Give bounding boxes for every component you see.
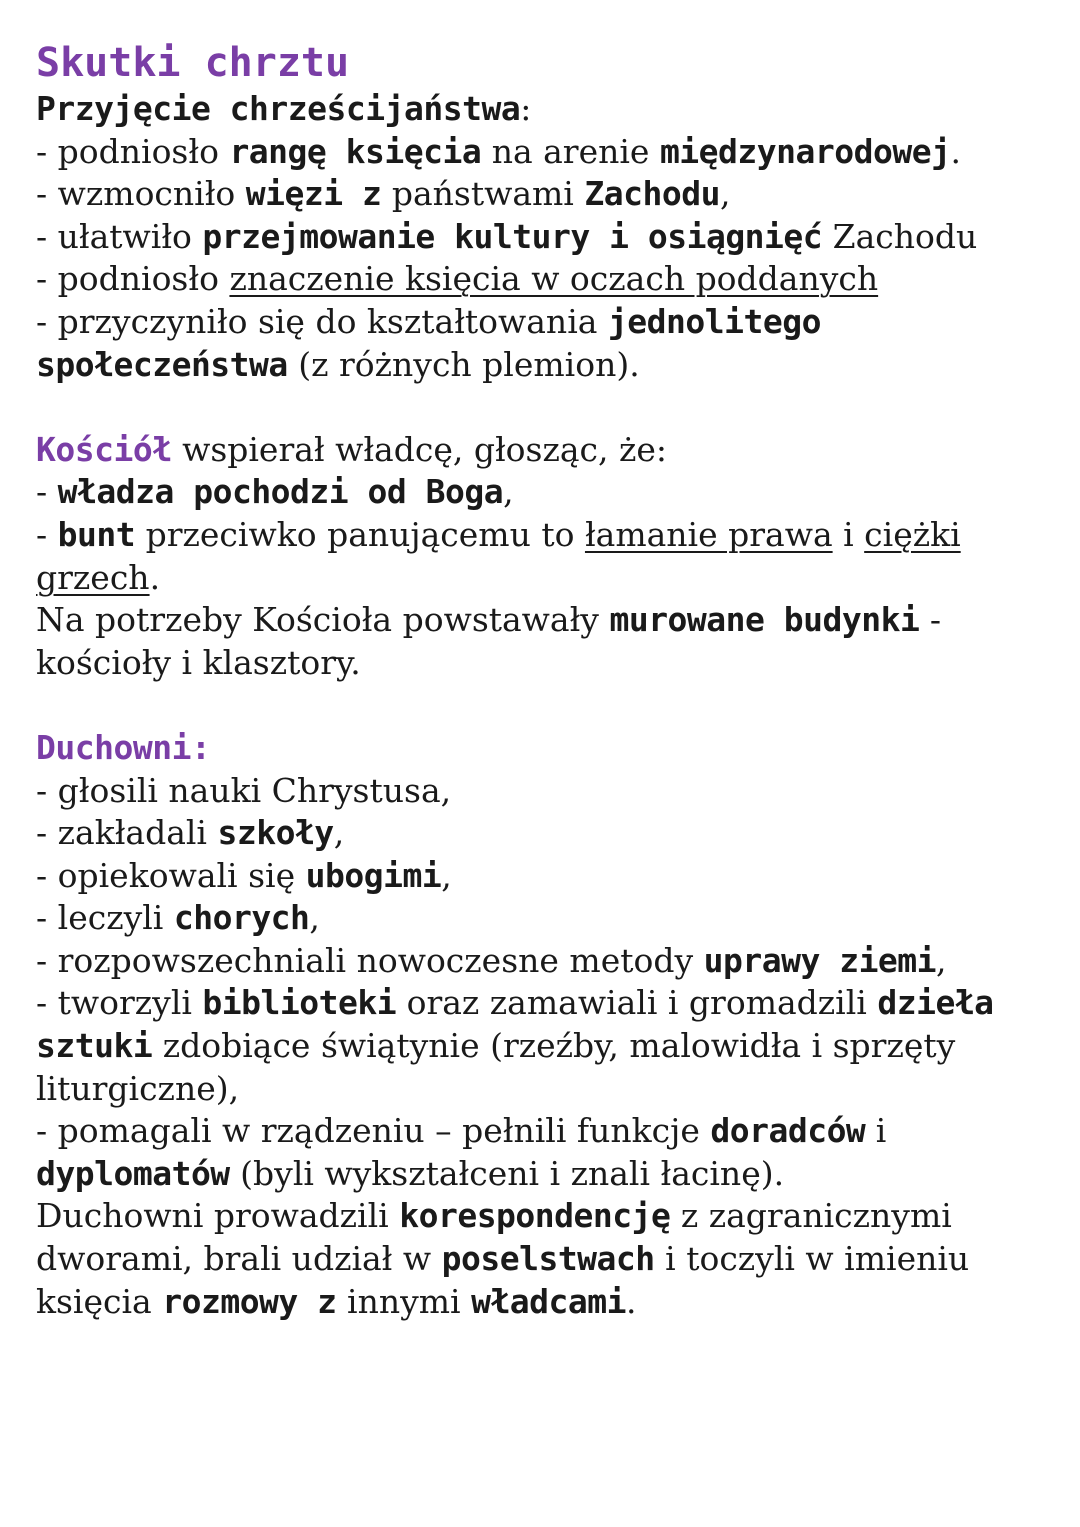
page-title: Skutki chrztu [36,40,350,86]
list-item: - rozpowszechniali nowoczesne metody uprawy ziemi, [36,940,947,980]
list-item: - tworzyli biblioteki oraz zamawiali i gromadzili dzieła sztuki zdobiące świątynie (rzeźby, malowidła i sprzęty liturgiczne), [36,983,994,1108]
section-clergy [36,727,1046,1323]
list-item: - wzmocniło więzi z państwami Zachodu, [36,174,731,214]
list-item: - władza pochodzi od Boga, [36,472,514,512]
church-intro: Kościół wspierał władcę, głosząc, że: [36,429,668,469]
section-baptism-effects [36,88,1046,386]
clergy-correspondence-text: Duchowni prowadzili korespondencję z zagranicznymi dworami, brali udział w poselstwach i toczyli w imieniu księcia rozmowy z innymi władcami. [36,1196,970,1321]
church-heading: Kościół [36,429,172,469]
list-item: - zakładali szkoły, [36,813,345,853]
spacer [36,684,1046,727]
list-item: - przyczyniło się do kształtowania jednolitego społeczeństwa (z różnych plemion). [36,301,821,384]
section-heading-christianity: Przyjęcie chrześcijaństwa: [36,89,532,128]
section-church [36,429,1046,685]
list-item: - głosili nauki Chrystusa, [36,770,452,810]
list-item: - podniosło rangę księcia na arenie międzynarodowej. [36,131,961,171]
list-item: - ułatwiło przejmowanie kultury i osiągnięć Zachodu [36,216,978,256]
clergy-heading: Duchowni: [36,727,211,767]
list-item: - pomagali w rządzeniu – pełnili funkcje doradców i dyplomatów (byli wykształceni i znali łacinę). [36,1111,887,1193]
list-item: - leczyli chorych, [36,898,320,938]
list-item: - opiekowali się ubogimi, [36,855,452,895]
document-page [36,38,1046,1323]
list-item: - podniosło znaczenie księcia w oczach poddanych [36,259,879,299]
list-item: - bunt przeciwko panującemu to łamanie prawa i ciężki grzech. [36,514,961,597]
spacer [36,386,1046,429]
church-buildings-text: Na potrzeby Kościoła powstawały murowane budynki - kościoły i klasztory. [36,600,941,682]
